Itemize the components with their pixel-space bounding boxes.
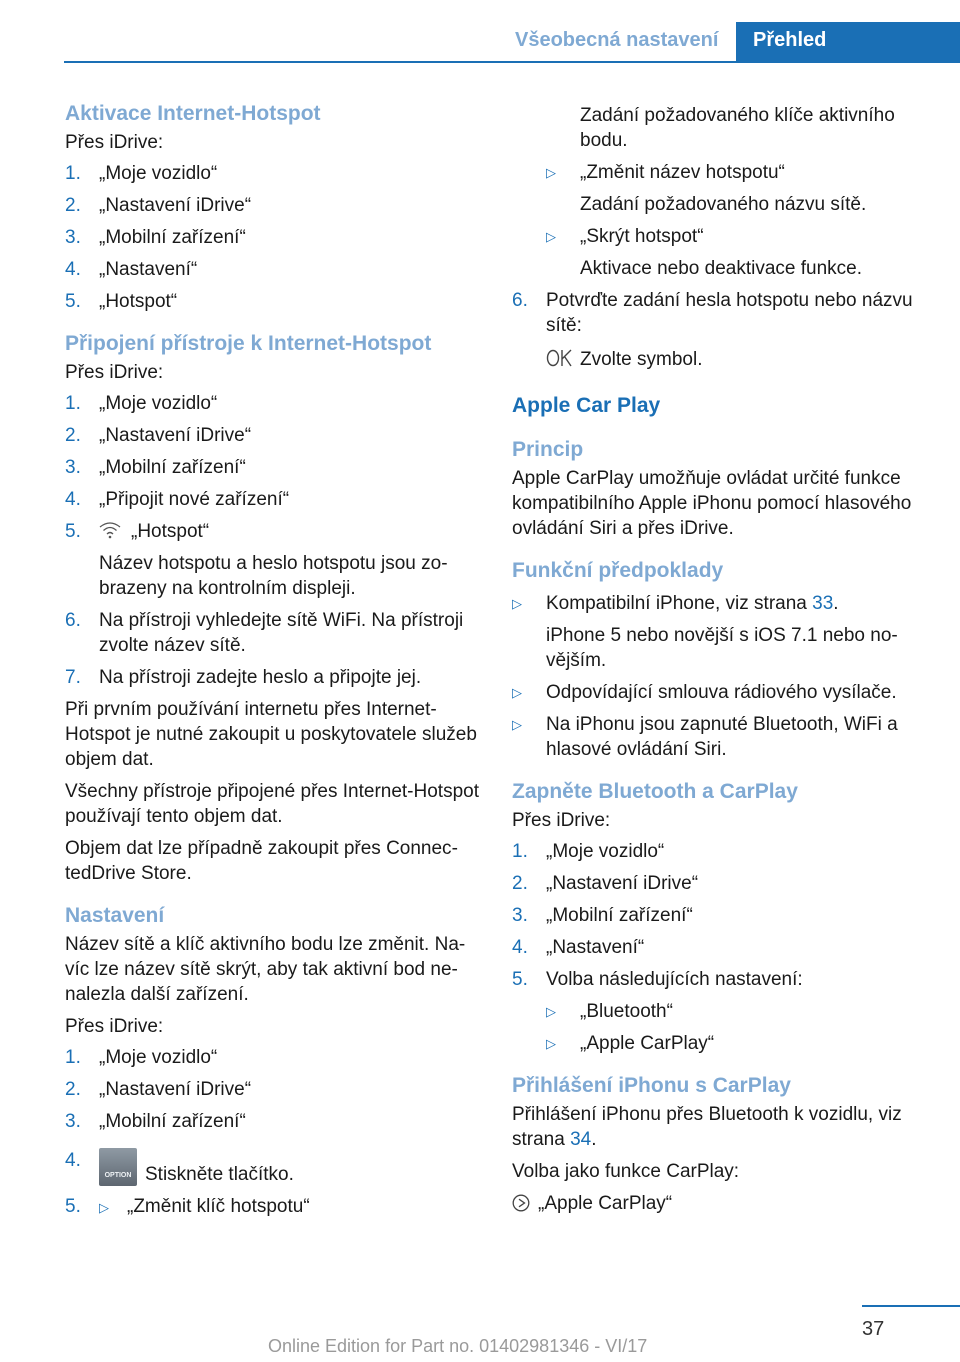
list-item: 4. OPTION Stiskněte tlačítko. [65,1150,294,1185]
left-column [65,100,480,1220]
list-item: 4. „Nastavení“ [512,937,645,958]
paragraph: Přes iDrive: [65,362,164,383]
paragraph: Přes iDrive: [65,1016,164,1037]
list-item: 4. „Nastavení“ [65,259,198,280]
paragraph: Při prvním používání internetu přes Internet-Hotspot je nutné zakoupit u poskytovatele služeb objem dat. [65,699,477,770]
paragraph: Apple CarPlay umožňuje ovládat určité funkce kompatibilního Apple iPhonu pomocí hlasového ovládání Siri a přes iDrive. [512,468,912,539]
list-item: 1. „Moje vozidlo“ [65,393,218,414]
right-column [512,100,942,1216]
list-item: 5. Volba následujících nastavení: ▷ „Bluetooth“ ▷ „Apple CarPlay“ [512,967,942,1056]
list-item-note: Název hotspotu a heslo hotspotu jsou zobrazeny na kontrolním displeji. [99,553,448,599]
paragraph: Přes iDrive: [65,132,164,153]
list-item: 3. „Mobilní zařízení“ [65,1111,246,1132]
steps-list [512,288,942,372]
heading-hotspot-activation: Aktivace Internet-Hotspot [65,102,321,125]
triangle-bullet-icon: ▷ [546,1036,556,1051]
option-button-icon: OPTION [99,1148,137,1186]
page-link-34[interactable]: 34 [570,1129,592,1150]
list-item-note: iPhone 5 nebo novější s iOS 7.1 nebo novějším. [546,625,898,671]
triangle-bullet-icon: ▷ [546,1004,556,1019]
page-number: 37 [862,1318,885,1340]
list-item: 1. „Moje vozidlo“ [512,841,665,862]
header-tab-label: Přehled [753,29,827,51]
list-item: 2. „Nastavení iDrive“ [65,195,252,216]
requirements-list [512,591,942,762]
paragraph: Volba jako funkce CarPlay: [512,1161,740,1182]
list-item: ▷ Na iPhonu jsou zapnuté Bluetooth, WiFi a hlasové ovládání Siri. [512,714,898,760]
list-item: 1. „Moje vozidlo“ [65,1047,218,1068]
paragraph: Všechny přístroje připojené přes Internet-Hotspot používají tento objem dat. [65,781,479,827]
list-item: ▷ Kompatibilní iPhone, viz strana 33. iPhone 5 nebo novější s iOS 7.1 nebo novějším. [512,591,942,673]
paragraph: Název sítě a klíč aktivního bodu lze změnit. Navíc lze název sítě skrýt, aby tak aktivní bod nenalezla další zařízení. [65,934,466,1005]
sub-list [512,160,942,281]
list-item: 2. „Nastavení iDrive“ [65,425,252,446]
list-item: 4. „Připojit nové zařízení“ [65,489,290,510]
page-link-33[interactable]: 33 [812,593,834,614]
steps-list [512,839,942,1056]
list-item-note: Zadání požadovaného klíče aktivního bodu. [580,105,895,151]
header-section-title: Všeobecná nastavení [515,29,719,51]
list-item-note: Aktivace nebo deaktivace funkce. [580,258,863,279]
ok-icon [546,348,574,368]
header-rule [64,61,960,63]
list-item: 2. „Nastavení iDrive“ [65,1079,252,1100]
list-item: 3. „Mobilní zařízení“ [65,457,246,478]
paragraph: Přes iDrive: [512,810,611,831]
steps-list [65,391,480,690]
paragraph: Objem dat lze případně zakoupit přes ConnectedDrive Store. [65,838,458,884]
list-item: 6. Potvrďte zadání hesla hotspotu nebo názvu sítě: Zvolte symbol. [512,288,942,372]
steps-list [65,1045,480,1220]
list-item: ▷ Odpovídající smlouva rádiového vysílače. [512,682,897,703]
triangle-bullet-icon: ▷ [99,1200,109,1215]
heading-requirements: Funkční předpoklady [512,559,724,582]
list-item: 5. „Hotspot“ [65,291,178,312]
list-item: 7. Na přístroji zadejte heslo a připojte jej. [65,667,422,688]
heading-enable-bluetooth: Zapněte Bluetooth a CarPlay [512,780,798,803]
triangle-bullet-icon: ▷ [546,165,556,180]
triangle-bullet-icon: ▷ [512,717,522,732]
paragraph: Přihlášení iPhonu přes Bluetooth k vozidlu, viz strana 34. [512,1104,902,1150]
list-item: ▷ „Skrýt hotspot“ Aktivace nebo deaktivace funkce. [546,224,942,281]
heading-register-iphone: Přihlášení iPhonu s CarPlay [512,1074,791,1097]
heading-principle: Princip [512,438,584,461]
list-item: 6. Na přístroji vyhledejte sítě WiFi. Na přístroji zvolte název sítě. [65,610,464,656]
header-tab[interactable] [736,22,960,62]
list-item: 5. „Hotspot“ Název hotspotu a heslo hotspotu jsou zobrazeny na kontrolním displeji. [65,519,480,601]
list-item: 3. „Mobilní zařízení“ [512,905,693,926]
list-item: 5. ▷ „Změnit klíč hotspotu“ [65,1196,310,1217]
wifi-icon [99,521,121,539]
heading-apple-carplay: Apple Car Play [512,394,661,417]
footer-rule [862,1305,960,1307]
list-item-note: Zadání požadovaného názvu sítě. [580,194,867,215]
triangle-bullet-icon: ▷ [512,596,522,611]
footer-edition: Online Edition for Part no. 01402981346 - VI/17 [268,1336,648,1356]
sub-list [546,999,942,1056]
list-item: ▷ „Bluetooth“ [546,1001,673,1022]
list-item: ▷ „Změnit název hotspotu“ Zadání požadovaného názvu sítě. [546,160,942,217]
list-item: ▷ „Apple CarPlay“ [546,1033,715,1054]
list-item: 2. „Nastavení iDrive“ [512,873,699,894]
steps-list [65,161,480,314]
triangle-bullet-icon: ▷ [546,229,556,244]
heading-connect-device: Připojení přístroje k Internet-Hotspot [65,332,432,355]
list-item: 1. „Moje vozidlo“ [65,163,218,184]
list-item: 3. „Mobilní zařízení“ [65,227,246,248]
carplay-selection: „Apple CarPlay“ [512,1191,942,1216]
list-item-note: Zvolte symbol. [546,347,942,372]
triangle-bullet-icon: ▷ [512,685,522,700]
heading-settings: Nastavení [65,904,165,927]
play-circle-icon [512,1194,530,1212]
